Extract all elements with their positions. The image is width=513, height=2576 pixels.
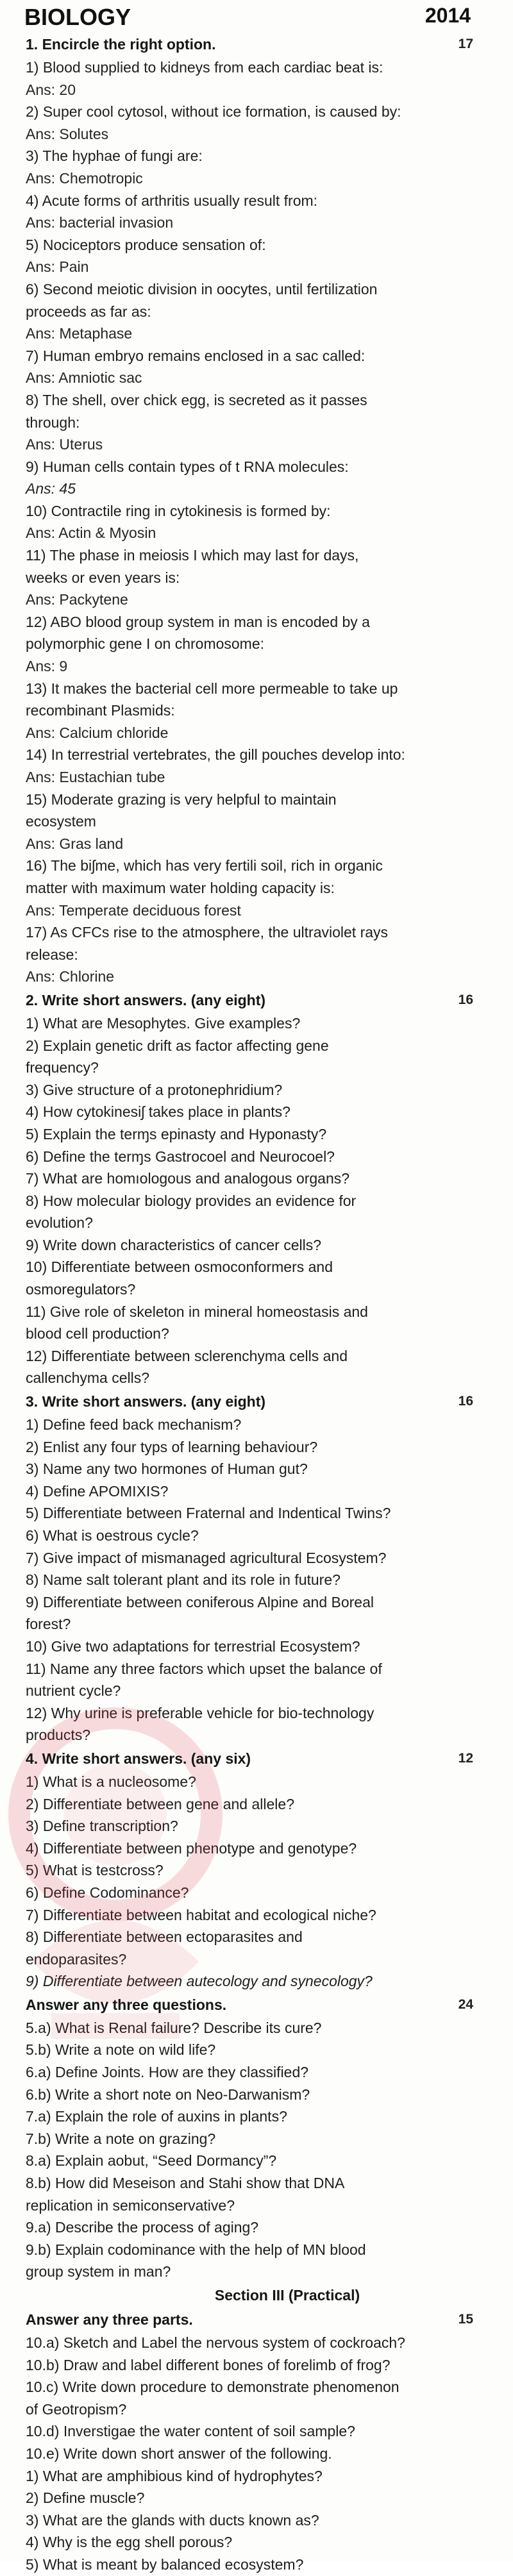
question-line: 11) Give role of skeleton in mineral homeostasis and [26,1303,368,1320]
section-heading-text: 3. Write short answers. (any eight) [26,1393,266,1410]
question-line: 12) ABO blood group system in man is encoded by a [26,613,370,630]
question-line: 1) What are Mesophytes. Give examples? [26,1014,301,1032]
section-heading-text: Answer any three questions. [26,1996,227,2013]
question-line: products? [26,1727,91,1744]
question-line: 10) Differentiate between osmoconformers and [26,1259,333,1276]
question-line: 7.a) Explain the role of auxins in plants? [26,2108,287,2125]
question-line: 1) What are amphibious kind of hydrophytes? [26,2467,323,2484]
question-line: 12) Differentiate between sclerenchyma cells and [26,1347,348,1364]
question-line: 17) As CFCs rise to the atmosphere, the ultraviolet rays [26,924,389,941]
section-heading-text: Section III (Practical) [214,2287,360,2304]
answer-line: Ans: Chlorine [26,968,115,985]
question-line: 10.d) Inverstigae the water content of soil sample? [26,2423,355,2440]
question-section [26,2283,498,2307]
question-line: group system in man? [26,2263,171,2280]
question-line: 11) The phase in meiosis I which may last for days, [26,547,359,564]
question-line: 5) What is meant by balanced ecosystem? [26,2555,304,2573]
answer-line: Ans: Gras land [26,835,124,852]
answer-line: Ans: Amniotic sac [26,369,142,387]
answer-line: Ans: Solutes [26,125,109,142]
answer-line: Ans: Uterus [26,436,103,453]
question-line: 8) The shell, over chick egg, is secreted as it passes [26,391,367,408]
question-section [26,988,498,1389]
section-marks: 16 [458,992,473,1007]
question-line: blood cell production? [26,1325,169,1342]
section-marks: 12 [458,1750,473,1766]
question-line: 15) Moderate grazing is very helpful to maintain [26,790,337,808]
question-line: 5) Nociceptors produce sensation of: [26,236,266,253]
question-line: nutrient cycle? [26,1682,121,1700]
question-line: recombinant Plasmids: [26,702,175,719]
question-section [26,2307,498,2576]
paper-year: 2014 [425,4,471,27]
section-marks: 17 [458,37,473,51]
question-section [26,1746,498,1993]
question-line: 2) Super cool cytosol, without ice formation, is caused by: [26,103,401,121]
question-line: 10.e) Write down short answer of the following. [26,2445,332,2462]
answer-line: Ans: Chemotropic [26,169,143,187]
section-marks: 24 [458,1996,473,2012]
question-content [0,32,513,2576]
question-line: 13) It makes the bacterial cell more permeable to take up [26,680,398,697]
answer-line: Ans: Temperate deciduous forest [26,901,241,919]
question-line: 3) Give structure of a protonephridium? [26,1081,283,1098]
question-line: 11) Name any three factors which upset the balance of [26,1660,382,1677]
question-line: 7) Differentiate between habitat and ecological niche? [26,1906,376,1923]
question-line: 10.a) Sketch and Label the nervous system of cockroach? [26,2334,405,2351]
section-marks: 16 [458,1394,473,1409]
question-line: evolution? [26,1214,93,1232]
question-line: 1) Define feed back mechanism? [26,1416,242,1434]
question-line: 2) Explain genetic drift as factor affecting gene [26,1037,329,1054]
question-line: proceeds as far as: [26,303,151,320]
question-line: 2) Enlist any four typs of learning behaviour? [26,1438,318,1455]
answer-line: Ans: Actin & Myosin [26,524,156,542]
section-heading [26,1746,498,1771]
question-line: 6.b) Write a short note on Neo-Darwanism? [26,2086,310,2103]
question-line: 8.b) How did Meseison and Stahi show that DNA [26,2175,345,2192]
question-section [26,1389,498,1746]
answer-line: Ans: Calcium chloride [26,724,169,741]
question-line: of Geotropism? [26,2400,127,2418]
section-heading [26,2307,498,2332]
question-line: 4) Acute forms of arthritis usually result from: [26,192,318,209]
section-marks: 15 [458,2312,473,2327]
section-heading-text: 2. Write short answers. (any eight) [26,991,266,1008]
question-line: callenchyma cells? [26,1369,150,1387]
question-line: 12) Why urine is preferable vehicle for bio-technology [26,1704,374,1721]
question-line: 3) Define transcription? [26,1818,178,1835]
question-line: 9) Human cells contain types of t RNA molecules: [26,458,349,475]
question-line: 14) In terrestrial vertebrates, the gill pouches develop into: [26,746,405,764]
question-line: 9.b) Explain codominance with the help of MN blood [26,2241,366,2258]
section-heading-text: 4. Write short answers. (any six) [26,1750,251,1767]
question-line: 6) What is oestrous cycle? [26,1527,199,1544]
question-line: 16) The biʃme, which has very fertili soil, rich in organic [26,857,383,874]
section-heading-text: Answer any three parts. [26,2311,193,2328]
section-heading [26,2283,498,2307]
question-line: 9.a) Describe the process of aging? [26,2219,259,2236]
question-line: 8) How molecular biology provides an evidence for [26,1192,357,1209]
question-section [26,32,498,988]
question-line: 8) Differentiate between ectoparasites and [26,1928,303,1946]
answer-line: Ans: Pain [26,258,89,276]
answer-line: Ans: bacterial invasion [26,214,174,231]
question-line: 3) What are the glands with ducts known as? [26,2511,319,2529]
question-line: 10) Contractile ring in cytokinesis is formed by: [26,502,331,519]
question-line: 5.b) Write a note on wild life? [26,2041,216,2059]
question-line: 4) Define APOMIXIS? [26,1482,169,1500]
question-line: 5) Differentiate between Fraternal and Indentical Twins? [26,1505,391,1522]
answer-line: Ans: 20 [26,81,76,98]
paper-header [0,0,513,32]
answer-line: Ans: Packytene [26,591,128,608]
question-section [26,1993,498,2283]
answer-line: Ans: 9 [26,658,68,675]
question-line: 3) Name any two hormones of Human gut? [26,1460,308,1478]
question-line: 1) Blood supplied to kidneys from each cardiac beat is: [26,59,383,76]
question-line: 3) The hyphae of fungi are: [26,147,203,165]
question-line: 6) Second meiotic division in oocytes, until fertilization [26,280,378,297]
section-heading [26,988,498,1012]
question-line: weeks or even years is: [26,569,180,586]
question-line: 10) Give two adaptations for terrestrial Ecosystem? [26,1637,360,1655]
question-line: 7.b) Write a note on grazing? [26,2130,216,2147]
question-line: polymorphic gene I on chromosome: [26,635,265,653]
question-line: 6.a) Define Joints. How are they classified? [26,2064,309,2081]
section-heading [26,1389,498,1414]
question-line: 4) Differentiate between phenotype and genotype? [26,1839,357,1857]
question-line: 6) Define the terɱs Gastrocoel and Neurocoel? [26,1148,335,1165]
question-line: 7) What are homıologous and analogous organs? [26,1170,350,1187]
question-line: release: [26,946,78,963]
question-line: 4) Why is the egg shell porous? [26,2534,233,2551]
subject-title: BIOLOGY [24,4,131,30]
question-line: 7) Give impact of mismanaged agricultural Ecosystem? [26,1549,387,1566]
answer-line: Ans: 45 [26,480,76,498]
question-line: 10.b) Draw and label different bones of forelimb of frog? [26,2356,391,2373]
section-heading [26,1993,498,2017]
question-line: 2) Define muscle? [26,2489,145,2507]
question-line: through: [26,414,80,431]
question-line: 6) Define Codominance? [26,1884,189,1901]
question-line: 8) Name salt tolerant plant and its role in future? [26,1571,341,1589]
question-line: endoparasites? [26,1950,127,1968]
question-line: forest? [26,1616,71,1633]
question-line: 8.a) Explain aobut, “Seed Dormancy”? [26,2152,277,2170]
section-heading-text: 1. Encircle the right option. [26,36,216,53]
question-line: 5.a) What is Renal failure? Describe its cure? [26,2019,322,2036]
question-line: 9) Differentiate between autecology and synecology? [26,1973,373,1990]
question-line: 5) What is testcross? [26,1862,164,1879]
question-line: frequency? [26,1059,99,1076]
question-line: 9) Write down characteristics of cancer cells? [26,1236,322,1253]
question-line: 7) Human embryo remains enclosed in a sac called: [26,347,366,364]
question-line: matter with maximum water holding capacity is: [26,879,335,896]
answer-line: Ans: Eustachian tube [26,769,165,785]
question-line: 2) Differentiate between gene and allele? [26,1795,294,1812]
question-line: 9) Differentiate between coniferous Alpine and Boreal [26,1593,374,1610]
question-line: osmoregulators? [26,1281,136,1298]
question-line: replication in semiconservative? [26,2196,235,2214]
question-line: 5) Explain the terɱs epinasty and Hyponasty? [26,1125,327,1142]
answer-line: Ans: Metaphase [26,325,133,342]
question-line: 4) How cytokinesiʃ takes place in plants? [26,1103,290,1121]
question-line: ecosystem [26,813,96,830]
question-line: 10.c) Write down procedure to demonstrate phenomenon [26,2379,399,2396]
question-line: 1) What is a nucleosome? [26,1773,196,1790]
section-heading [26,32,498,56]
